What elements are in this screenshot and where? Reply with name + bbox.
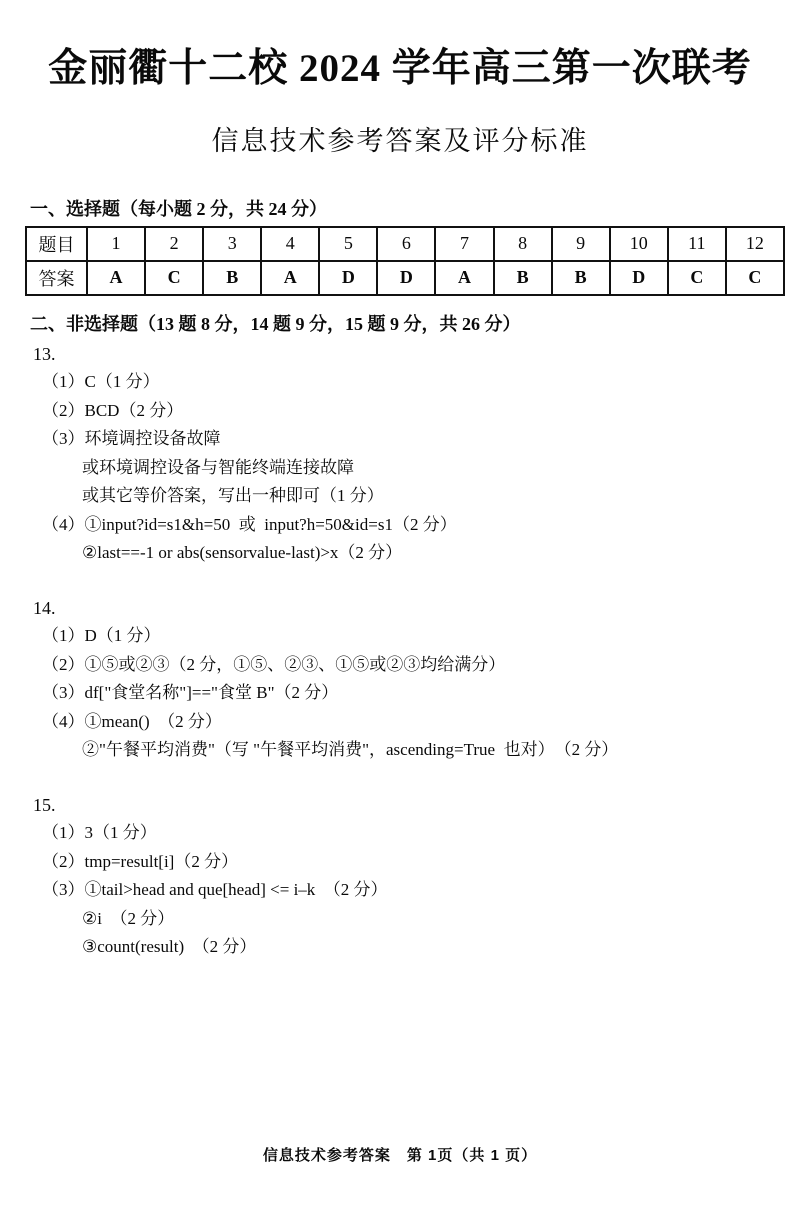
answer-line: （1）C（1 分）	[42, 372, 160, 392]
question-number: 14.	[33, 597, 56, 618]
row-label-question: 题目	[26, 227, 87, 261]
page-subtitle: 信息技术参考答案及评分标准	[211, 125, 589, 156]
question-block	[0, 340, 800, 568]
answer-line: 或其它等价答案，写出一种即可（1 分）	[82, 486, 384, 506]
answer-line: （3）df["食堂名称"]=="食堂 B"（2 分）	[42, 683, 339, 703]
answer-row	[26, 261, 784, 295]
question-number-cell: 2	[145, 227, 203, 261]
answer-line: ②last==-1 or abs(sensorvalue-last)>x（2 分）	[82, 543, 403, 563]
answer-line: （2）①⑤或②③（2 分，①⑤、②③、①⑤或②③均给满分）	[42, 654, 506, 674]
question-number-cell: 9	[552, 227, 610, 261]
non-choice-questions	[0, 340, 800, 962]
answer-line: ③count(result) （2 分）	[82, 937, 257, 957]
question-number-cell: 4	[261, 227, 319, 261]
answer-cell: D	[377, 261, 435, 295]
question-number-cell: 6	[377, 227, 435, 261]
question-block	[0, 791, 800, 962]
question-number-cell: 11	[668, 227, 726, 261]
answer-cell: D	[610, 261, 668, 295]
answer-cell: A	[261, 261, 319, 295]
answer-line: ②"午餐平均消费"（写 "午餐平均消费"，ascending=True 也对） （2 分）	[82, 740, 619, 760]
answer-cell: D	[319, 261, 377, 295]
answer-line: （2）tmp=result[i]（2 分）	[42, 851, 239, 871]
page-title: 金丽衢十二校 2024 学年高三第一次联考	[48, 47, 752, 90]
question-number: 15.	[33, 794, 56, 815]
choice-answer-table	[25, 226, 785, 296]
answer-line: （3）环境调控设备故障	[42, 429, 221, 449]
answer-cell: B	[494, 261, 552, 295]
choice-table-body	[26, 227, 784, 295]
question-number-cell: 1	[87, 227, 145, 261]
section2-heading: 二、非选择题（13 题 8 分，14 题 9 分，15 题 9 分，共 26 分）	[30, 313, 521, 334]
page-footer	[0, 1144, 800, 1165]
question-number-cell: 12	[726, 227, 784, 261]
row-label-answer: 答案	[26, 261, 87, 295]
answer-line: （2）BCD（2 分）	[42, 400, 184, 420]
answer-line: （1）D（1 分）	[42, 626, 161, 646]
answer-cell: B	[203, 261, 261, 295]
section1-heading: 一、选择题（每小题 2 分，共 24 分）	[30, 198, 327, 219]
answer-line: （4）①input?id=s1&h=50 或 input?h=50&id=s1（2 分）	[42, 514, 457, 534]
answer-line: （3）①tail>head and que[head] <= i–k （2 分）	[42, 880, 388, 900]
question-block	[0, 594, 800, 765]
question-number: 13.	[33, 343, 56, 364]
answer-line: （4）①mean() （2 分）	[42, 711, 222, 731]
question-number-cell: 3	[203, 227, 261, 261]
footer-text: 信息技术参考答案 第 1页（共 1 页）	[262, 1147, 538, 1164]
question-number-row	[26, 227, 784, 261]
question-number-cell: 7	[435, 227, 493, 261]
question-number-cell: 10	[610, 227, 668, 261]
question-number-cell: 5	[319, 227, 377, 261]
answer-line: 或环境调控设备与智能终端连接故障	[82, 457, 354, 477]
answer-line: （1）3（1 分）	[42, 823, 157, 843]
question-number-cell: 8	[494, 227, 552, 261]
answer-cell: C	[726, 261, 784, 295]
answer-cell: A	[435, 261, 493, 295]
answer-line: ②i （2 分）	[82, 908, 175, 928]
answer-cell: A	[87, 261, 145, 295]
answer-cell: B	[552, 261, 610, 295]
answer-cell: C	[668, 261, 726, 295]
answer-cell: C	[145, 261, 203, 295]
